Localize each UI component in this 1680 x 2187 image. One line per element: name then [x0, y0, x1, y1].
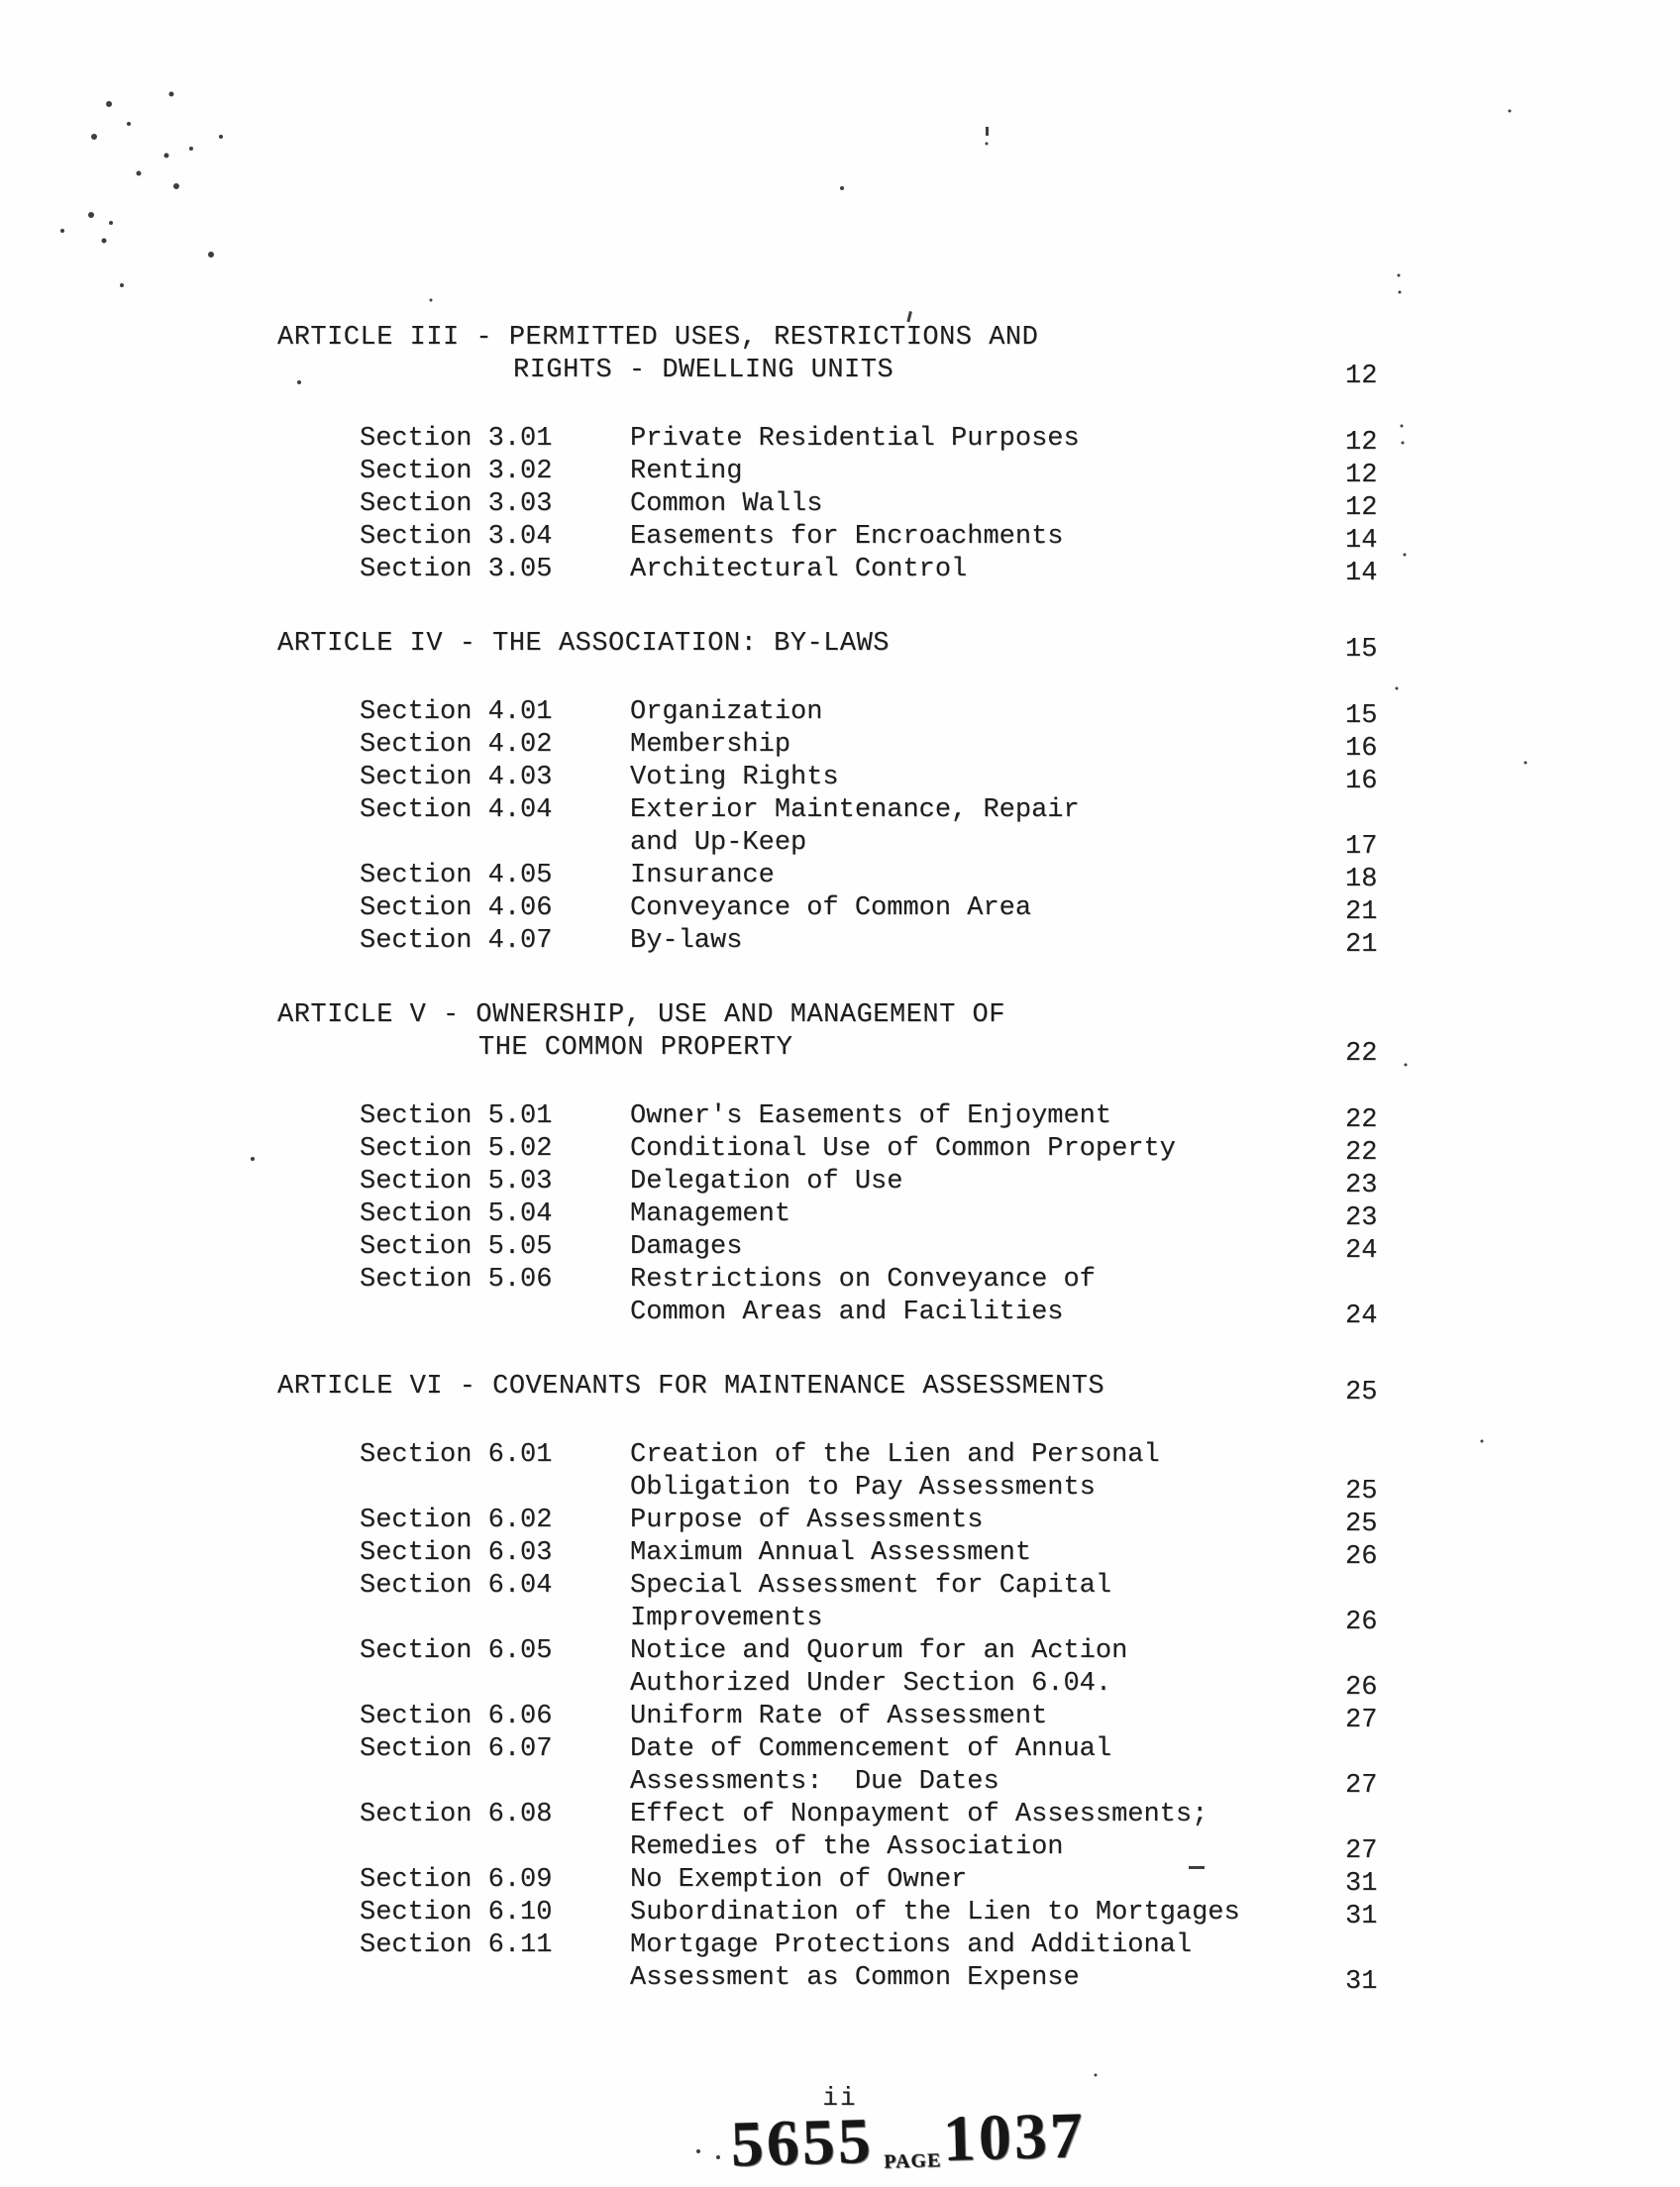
- section-number: Section 3.03: [360, 489, 553, 519]
- toc-entry: [0, 860, 1680, 892]
- toc-entry: [0, 456, 1680, 488]
- toc-article-v: [0, 999, 1680, 1329]
- section-number: Section 4.03: [360, 763, 553, 792]
- toc-entry: [0, 1864, 1680, 1897]
- section-number: Section 3.01: [360, 424, 553, 454]
- section-number: Section 4.01: [360, 697, 553, 727]
- toc-entry: [0, 1929, 1680, 1995]
- section-number: Section 3.05: [360, 555, 553, 584]
- section-title: Restrictions on Conveyance of: [630, 1265, 1096, 1295]
- section-title: No Exemption of Owner: [630, 1865, 968, 1895]
- page-number: 21: [1345, 930, 1378, 960]
- section-title: Notice and Quorum for an Action: [630, 1636, 1128, 1666]
- table-of-contents: [0, 322, 1680, 1995]
- toc-entry: [0, 521, 1680, 554]
- page-number: 12: [1345, 461, 1378, 490]
- page-number: 25: [1345, 1510, 1378, 1539]
- page-number: 27: [1345, 1836, 1378, 1866]
- section-number: Section 5.03: [360, 1167, 553, 1197]
- article-heading-line: ARTICLE IV - THE ASSOCIATION: BY-LAWS: [277, 629, 890, 659]
- toc-article-vi: [0, 1371, 1680, 1995]
- stamp-page-word: PAGE: [883, 2149, 942, 2173]
- section-title: Damages: [630, 1232, 743, 1262]
- section-number: Section 5.06: [360, 1265, 553, 1295]
- toc-article-iv: [0, 628, 1680, 958]
- section-number: Section 6.09: [360, 1865, 553, 1895]
- section-number: Section 5.05: [360, 1232, 553, 1262]
- folio-page-number: ii: [822, 2083, 858, 2113]
- section-title: Maximum Annual Assessment: [630, 1538, 1032, 1568]
- section-title: Obligation to Pay Assessments: [630, 1473, 1096, 1503]
- page-number: 31: [1345, 1869, 1378, 1899]
- toc-article-iii: [0, 322, 1680, 586]
- toc-entry: [0, 696, 1680, 729]
- section-number: Section 6.04: [360, 1571, 553, 1601]
- section-title: By-laws: [630, 926, 743, 956]
- toc-entry: [0, 1635, 1680, 1701]
- recorder-stamp: [729, 2099, 1087, 2182]
- toc-entry: [0, 1570, 1680, 1635]
- page-number: 27: [1345, 1706, 1378, 1735]
- section-title: Effect of Nonpayment of Assessments;: [630, 1800, 1208, 1829]
- section-number: Section 6.11: [360, 1930, 553, 1960]
- article-heading: [0, 322, 1680, 391]
- section-title: Renting: [630, 457, 743, 486]
- section-number: Section 3.04: [360, 522, 553, 552]
- section-number: Section 4.04: [360, 795, 553, 825]
- article-page-number: 12: [1345, 362, 1378, 391]
- toc-entry: [0, 423, 1680, 456]
- section-title: Subordination of the Lien to Mortgages: [630, 1898, 1240, 1927]
- toc-entry: [0, 1799, 1680, 1864]
- page-number: 16: [1345, 767, 1378, 796]
- toc-entry: [0, 925, 1680, 958]
- section-number: Section 6.05: [360, 1636, 553, 1666]
- toc-entry: [0, 1198, 1680, 1231]
- section-number: Section 6.01: [360, 1440, 553, 1470]
- article-heading-line: THE COMMON PROPERTY: [478, 1033, 793, 1063]
- section-number: Section 6.02: [360, 1506, 553, 1535]
- toc-entry: [0, 794, 1680, 860]
- page-number: 26: [1345, 1542, 1378, 1572]
- page-number: 16: [1345, 734, 1378, 764]
- section-title: Authorized Under Section 6.04.: [630, 1669, 1112, 1699]
- section-title: Improvements: [630, 1604, 823, 1633]
- toc-entry: [0, 1505, 1680, 1537]
- article-heading: [0, 628, 1680, 665]
- section-title: Easements for Encroachments: [630, 522, 1064, 552]
- article-page-number: 15: [1345, 635, 1378, 665]
- section-title: Mortgage Protections and Additional: [630, 1930, 1193, 1960]
- page-number: 14: [1345, 559, 1378, 588]
- toc-entry: [0, 1897, 1680, 1929]
- article-heading-line: ARTICLE V - OWNERSHIP, USE AND MANAGEMENT OF: [277, 1000, 1005, 1030]
- page-number: 12: [1345, 493, 1378, 523]
- toc-entry: [0, 892, 1680, 925]
- section-title: Uniform Rate of Assessment: [630, 1702, 1048, 1731]
- toc-entry: [0, 1701, 1680, 1733]
- section-number: Section 5.04: [360, 1199, 553, 1229]
- page-number: 25: [1345, 1477, 1378, 1507]
- toc-entry: [0, 1264, 1680, 1329]
- section-title: Conveyance of Common Area: [630, 893, 1032, 923]
- toc-entry: [0, 1100, 1680, 1133]
- page-number: 31: [1345, 1967, 1378, 1997]
- article-heading-line: ARTICLE VI - COVENANTS FOR MAINTENANCE ASSESSMENTS: [277, 1372, 1105, 1402]
- toc-entry: [0, 1133, 1680, 1166]
- article-heading-line: RIGHTS - DWELLING UNITS: [513, 356, 894, 385]
- article-page-number: 25: [1345, 1378, 1378, 1407]
- page-number: 24: [1345, 1236, 1378, 1266]
- page-number: 22: [1345, 1105, 1378, 1135]
- page-number: 26: [1345, 1608, 1378, 1637]
- section-number: Section 5.02: [360, 1134, 553, 1164]
- page-number: 24: [1345, 1302, 1378, 1331]
- section-title: Owner's Easements of Enjoyment: [630, 1101, 1112, 1131]
- section-title: Organization: [630, 697, 823, 727]
- page-number: 22: [1345, 1138, 1378, 1168]
- page-number: 23: [1345, 1203, 1378, 1233]
- page-number: 21: [1345, 897, 1378, 927]
- stamp-book-number: 5655: [729, 2104, 875, 2181]
- section-number: Section 4.07: [360, 926, 553, 956]
- section-title: Membership: [630, 730, 791, 760]
- page-number: 23: [1345, 1171, 1378, 1200]
- article-heading: [0, 1371, 1680, 1407]
- section-number: Section 6.07: [360, 1734, 553, 1764]
- toc-entry: [0, 729, 1680, 762]
- toc-entry: [0, 1166, 1680, 1198]
- page-number: 18: [1345, 865, 1378, 894]
- article-page-number: 22: [1345, 1039, 1378, 1069]
- section-title: Date of Commencement of Annual: [630, 1734, 1112, 1764]
- section-title: Private Residential Purposes: [630, 424, 1080, 454]
- toc-entry: [0, 762, 1680, 794]
- toc-entry: [0, 1733, 1680, 1799]
- section-number: Section 4.02: [360, 730, 553, 760]
- section-title: Common Areas and Facilities: [630, 1298, 1064, 1327]
- page-number: 31: [1345, 1902, 1378, 1931]
- page-number: 12: [1345, 428, 1378, 458]
- page-number: 17: [1345, 832, 1378, 862]
- section-title: Architectural Control: [630, 555, 968, 584]
- section-number: Section 6.08: [360, 1800, 553, 1829]
- page-number: 26: [1345, 1673, 1378, 1703]
- section-title: Special Assessment for Capital: [630, 1571, 1112, 1601]
- section-number: Section 6.06: [360, 1702, 553, 1731]
- section-title: and Up-Keep: [630, 828, 807, 858]
- article-heading: [0, 999, 1680, 1069]
- page-number: 14: [1345, 526, 1378, 556]
- section-number: Section 5.01: [360, 1101, 553, 1131]
- section-title: Purpose of Assessments: [630, 1506, 984, 1535]
- article-heading-line: ARTICLE III - PERMITTED USES, RESTRICTIONS AND: [277, 323, 1039, 353]
- section-title: Remedies of the Association: [630, 1832, 1064, 1862]
- toc-entry: [0, 488, 1680, 521]
- section-title: Exterior Maintenance, Repair: [630, 795, 1080, 825]
- section-number: Section 6.10: [360, 1898, 553, 1927]
- stamp-page-number: 1037: [941, 2099, 1087, 2176]
- section-title: Insurance: [630, 861, 775, 890]
- section-title: Common Walls: [630, 489, 823, 519]
- section-title: Management: [630, 1199, 791, 1229]
- section-title: Creation of the Lien and Personal: [630, 1440, 1160, 1470]
- section-number: Section 6.03: [360, 1538, 553, 1568]
- section-number: Section 4.06: [360, 893, 553, 923]
- toc-entry: [0, 1537, 1680, 1570]
- section-title: Voting Rights: [630, 763, 839, 792]
- page-number: 27: [1345, 1771, 1378, 1801]
- section-title: Delegation of Use: [630, 1167, 903, 1197]
- section-title: Assessments: Due Dates: [630, 1767, 999, 1797]
- page-number: 15: [1345, 701, 1378, 731]
- toc-entry: [0, 1439, 1680, 1505]
- section-title: Conditional Use of Common Property: [630, 1134, 1176, 1164]
- toc-entry: [0, 554, 1680, 586]
- toc-entry: [0, 1231, 1680, 1264]
- section-number: Section 3.02: [360, 457, 553, 486]
- section-number: Section 4.05: [360, 861, 553, 890]
- section-title: Assessment as Common Expense: [630, 1963, 1080, 1993]
